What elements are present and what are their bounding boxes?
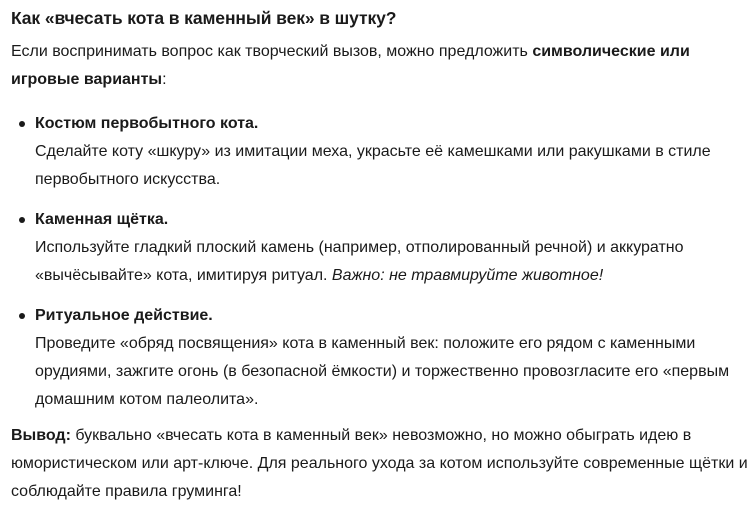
options-list: [0, 110, 753, 426]
conclusion-label: Вывод:: [11, 427, 71, 444]
list-item-text: [35, 138, 740, 194]
intro-colon: :: [162, 71, 167, 88]
list-item-body: Используйте гладкий плоский камень (например, отполированный речной) и аккуратно «вычёсывайте» кота, имитируя ритуал.: [35, 239, 684, 284]
section-heading: Как «вчесать кота в каменный век» в шутку?: [11, 8, 397, 28]
bullet-icon: [19, 217, 25, 223]
list-item: [0, 110, 753, 194]
list-item-text: [35, 234, 740, 290]
intro-text: Если воспринимать вопрос как творческий вызов, можно предложить: [11, 43, 533, 60]
list-item: [0, 206, 753, 290]
intro-paragraph: [11, 38, 741, 94]
conclusion-text: буквально «вчесать кота в каменный век» невозможно, но можно обыграть идею в юмористическом или арт-ключе. Для реального ухода за котом используйте современные щётки и соблюдайте правила груминга!: [11, 427, 748, 500]
list-item-title: Костюм первобытного кота.: [35, 115, 259, 132]
list-item-note: Важно: не травмируйте животное!: [331, 267, 604, 284]
list-item-title: Каменная щётка.: [35, 211, 169, 228]
conclusion-paragraph: [11, 422, 751, 506]
intro-bold-text: символические или игровые варианты: [11, 43, 690, 88]
list-item-body: Сделайте коту «шкуру» из имитации меха, украсьте её камешками или ракушками в стиле первобытного искусства.: [35, 143, 711, 188]
list-item-title: Ритуальное действие.: [35, 307, 213, 324]
bullet-icon: [19, 313, 25, 319]
bullet-icon: [19, 121, 25, 127]
list-item-body: Проведите «обряд посвящения» кота в каменный век: положите его рядом с каменными орудиями, зажгите огонь (в безопасной ёмкости) и торжественно провозгласите его «первым домашним котом палеолита».: [35, 335, 730, 408]
list-item: [0, 302, 753, 414]
list-item-text: [35, 330, 740, 414]
